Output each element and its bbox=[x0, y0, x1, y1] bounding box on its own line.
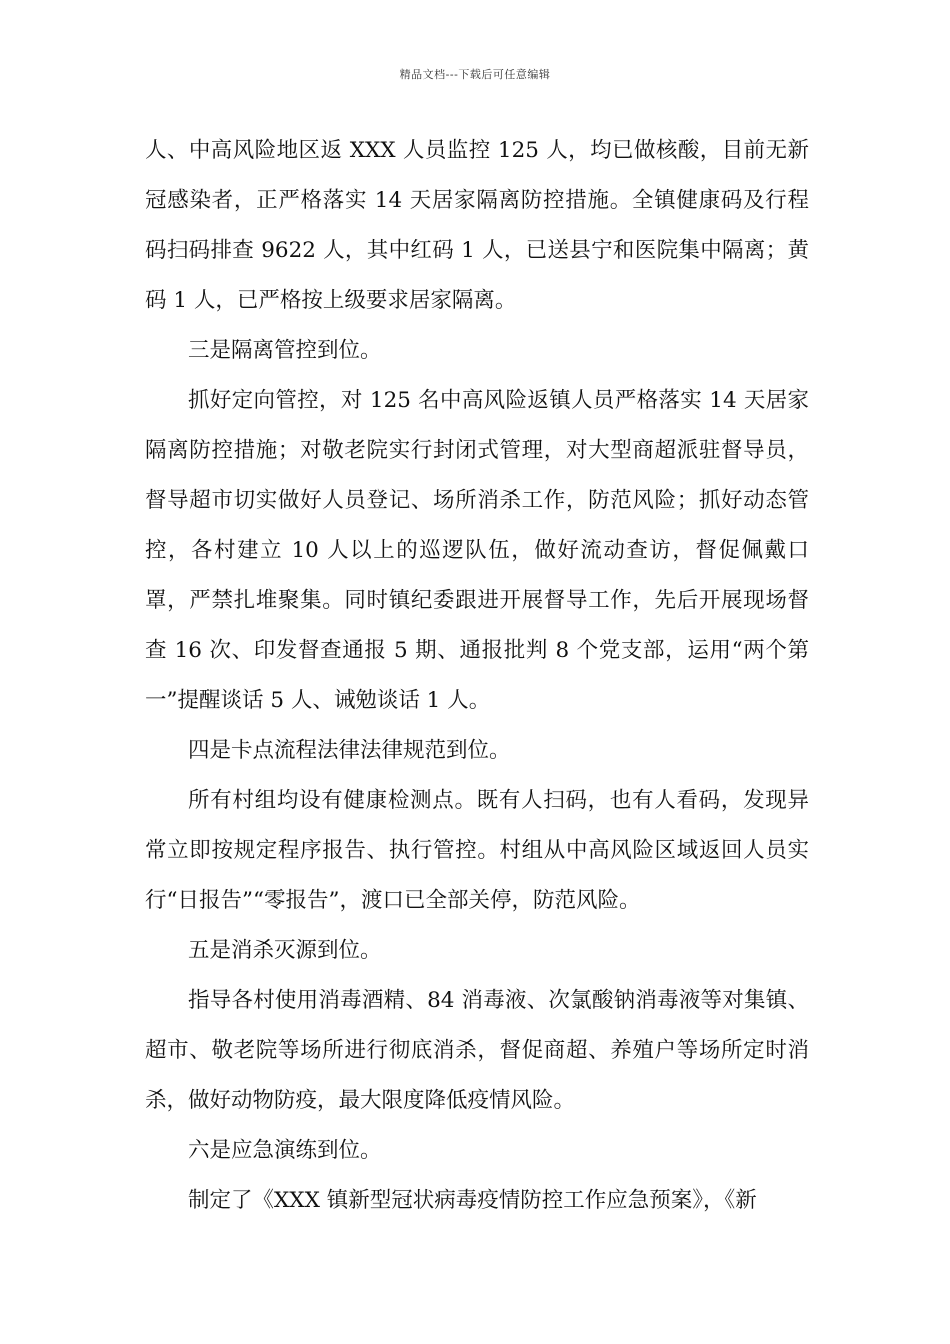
section-heading-5: 五是消杀灭源到位。 bbox=[188, 938, 382, 963]
paragraph-3: 所有村组均设有健康检测点。既有人扫码，也有人看码，发现异常立即按规定程序报告、执行管控。村组从中高风险区域返回人员实行“日报告”“零报告”，渡口已全部关停，防范风险。 bbox=[145, 788, 809, 913]
paragraph-5: 制定了《XXX 镇新型冠状病毒疫情防控工作应急预案》，《新 bbox=[188, 1188, 757, 1213]
page-header: 精品文档---下载后可任意编辑 bbox=[399, 68, 551, 81]
section-heading-6: 六是应急演练到位。 bbox=[188, 1138, 382, 1163]
section-heading-4: 四是卡点流程法律法律规范到位。 bbox=[188, 738, 511, 763]
paragraph-4: 指导各村使用消毒酒精、84 消毒液、次氯酸钠消毒液等对集镇、超市、敬老院等场所进行彻底消杀，督促商超、养殖户等场所定时消杀，做好动物防疫，最大限度降低疫情风险。 bbox=[145, 988, 809, 1113]
paragraph-1: 人、中高风险地区返 XXX 人员监控 125 人，均已做核酸，目前无新冠感染者，正严格落实 14 天居家隔离防控措施。全镇健康码及行程码扫码排查 9622 人，其中红码 1 人，已送县宁和医院集中隔离；黄码 1 人，已严格按上级要求居家隔离。 bbox=[145, 138, 809, 313]
paragraph-2: 抓好定向管控，对 125 名中高风险返镇人员严格落实 14 天居家隔离防控措施；对敬老院实行封闭式管理，对大型商超派驻督导员，督导超市切实做好人员登记、场所消杀工作，防范风险；抓好动态管控，各村建立 10 人以上的巡逻队伍，做好流动查访，督促佩戴口罩，严禁扎堆聚集。同时镇纪委跟进开展督导工作，先后开展现场督查 16 次、印发督查通报 5 期、通报批判 8 个党支部，运用“两个第一”提醒谈话 5 人、诫勉谈话 1 人。 bbox=[145, 388, 809, 713]
section-heading-3: 三是隔离管控到位。 bbox=[188, 338, 382, 363]
document-body bbox=[145, 126, 809, 1226]
